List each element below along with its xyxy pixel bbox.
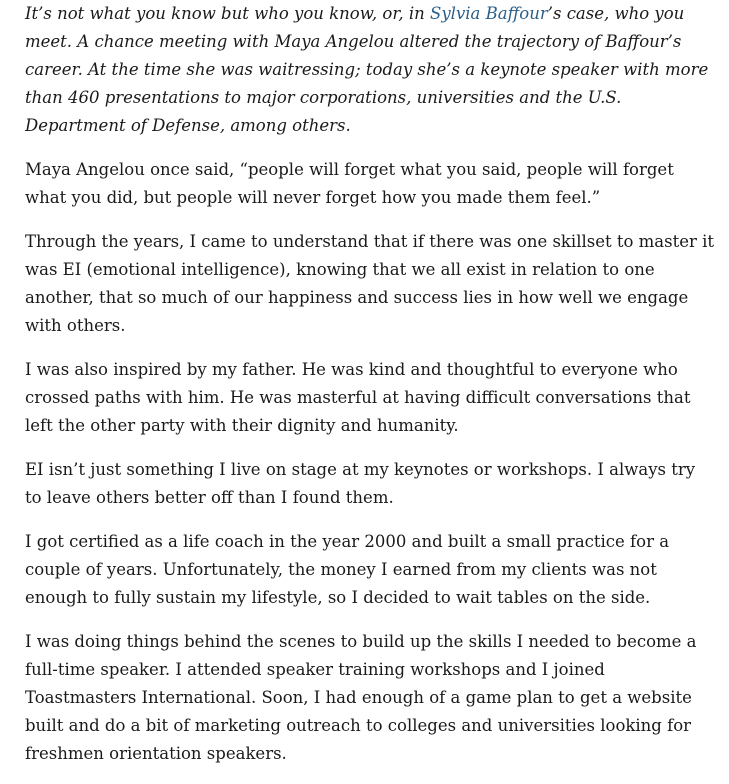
paragraph-behind-the-scenes: I was doing things behind the scenes to build up the skills I needed to become a full-time speaker. I attended speaker training workshops and I joined Toastmasters International. Soon, I had enough of a game plan to get a website built and do a bit of marketing outreach to colleges and universities looking for freshmen orientation speakers. <box>25 632 697 763</box>
article-intro <box>25 0 715 140</box>
sylvia-baffour-link[interactable]: Sylvia Baffour <box>430 4 548 23</box>
intro-text-after-link: ’s case, who you meet. A chance meeting with Maya Angelou altered the trajectory of Baffour’s career. At the time she was waitressing; today she’s a keynote speaker with more than 460 presentations to major corporations, universities and the U.S. Department of Defense, among others. <box>25 4 709 135</box>
paragraph-emotional-intelligence: Through the years, I came to understand that if there was one skillset to master it was EI (emotional intelligence), knowing that we all exist in relation to one another, that so much of our happiness and success lies in how well we engage with others. <box>25 232 715 335</box>
paragraph-life-coach: I got certified as a life coach in the year 2000 and built a small practice for a couple of years. Unfortunately, the money I earned from my clients was not enough to fully sustain my lifestyle, so I decided to wait tables on the side. <box>25 532 670 607</box>
article-body <box>25 0 715 784</box>
paragraph-father: I was also inspired by my father. He was kind and thoughtful to everyone who crossed paths with him. He was masterful at having difficult conversations that left the other party with their dignity and humanity. <box>25 360 691 435</box>
intro-text-before-link: It’s not what you know but who you know, or, in <box>25 4 431 23</box>
paragraph-angelou-quote: Maya Angelou once said, “people will forget what you said, people will forget what you did, but people will never forget how you made them feel.” <box>25 160 674 207</box>
paragraph-ei-on-stage: EI isn’t just something I live on stage at my keynotes or workshops. I always try to leave others better off than I found them. <box>25 460 696 507</box>
